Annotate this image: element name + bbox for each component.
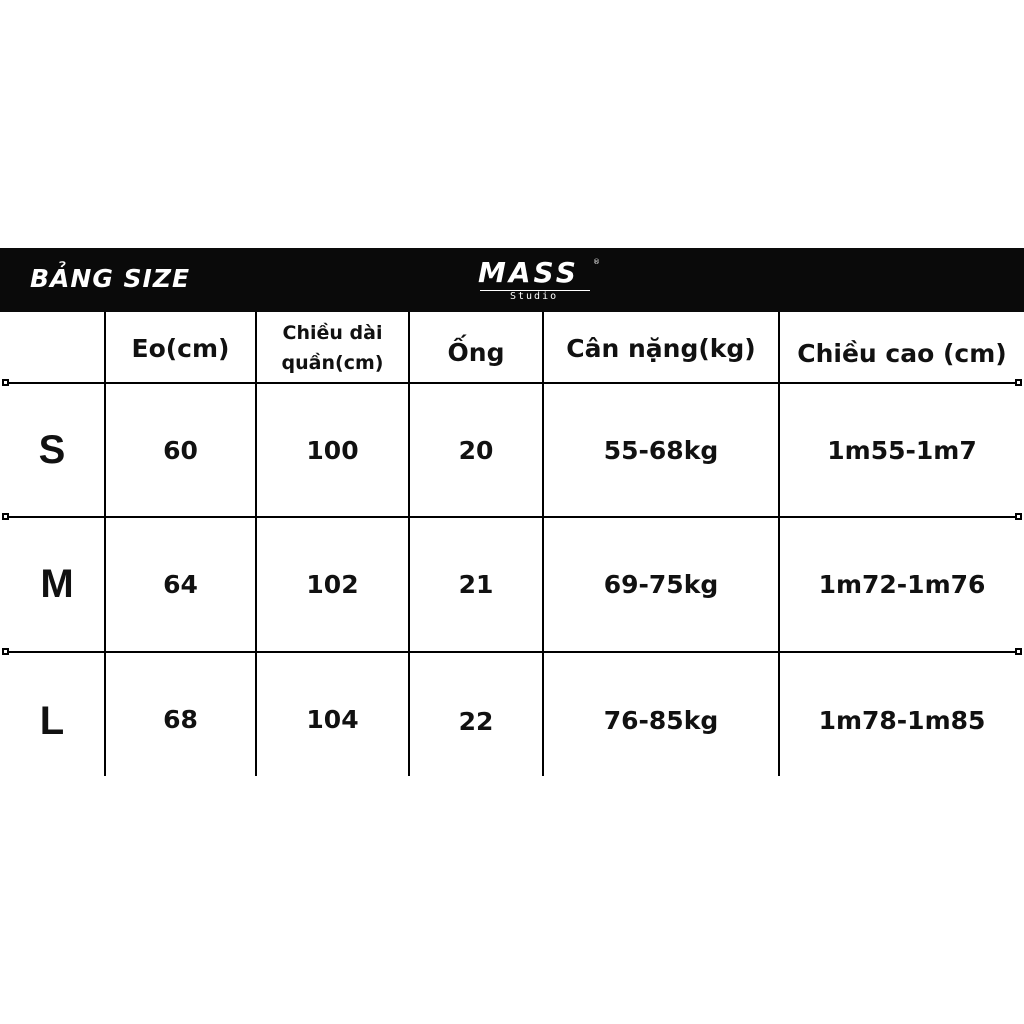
column-header: Cân nặng(kg) [566,333,756,363]
table-cell: 21 [458,570,494,599]
table-cell: 76-85kg [603,705,719,735]
size-label: L [39,698,65,743]
table-cell: 102 [306,570,359,599]
table-cell: 1m78-1m85 [818,705,986,735]
column-header: Ống [447,337,505,367]
brand-logo [478,256,598,308]
column-header: Eo(cm) [131,333,230,363]
size-label: M [40,562,74,606]
table-cell: 1m72-1m76 [818,570,986,599]
table-cell: 55-68kg [603,435,719,465]
column-header: Chiều dài quần(cm) [281,322,384,374]
column-header: Chiều cao (cm) [797,338,1007,368]
table-cell: 104 [306,704,359,734]
table-cell: 64 [163,570,198,599]
table-cell: 20 [458,435,494,465]
table-cell: 1m55-1m7 [827,435,977,465]
logo-subtitle: Studio [510,291,559,302]
header-bar [0,248,1024,312]
table-cell: 22 [458,706,494,736]
size-label: S [38,427,66,472]
table-title: BẢNG SIZE [30,264,191,293]
logo-registered-mark: ® [593,258,600,266]
table-cell: 60 [163,435,198,465]
logo-wordmark: MASS [478,256,579,289]
table-cell: 68 [163,704,198,734]
table-cell: 100 [306,435,359,465]
table-cell: 69-75kg [603,570,719,599]
